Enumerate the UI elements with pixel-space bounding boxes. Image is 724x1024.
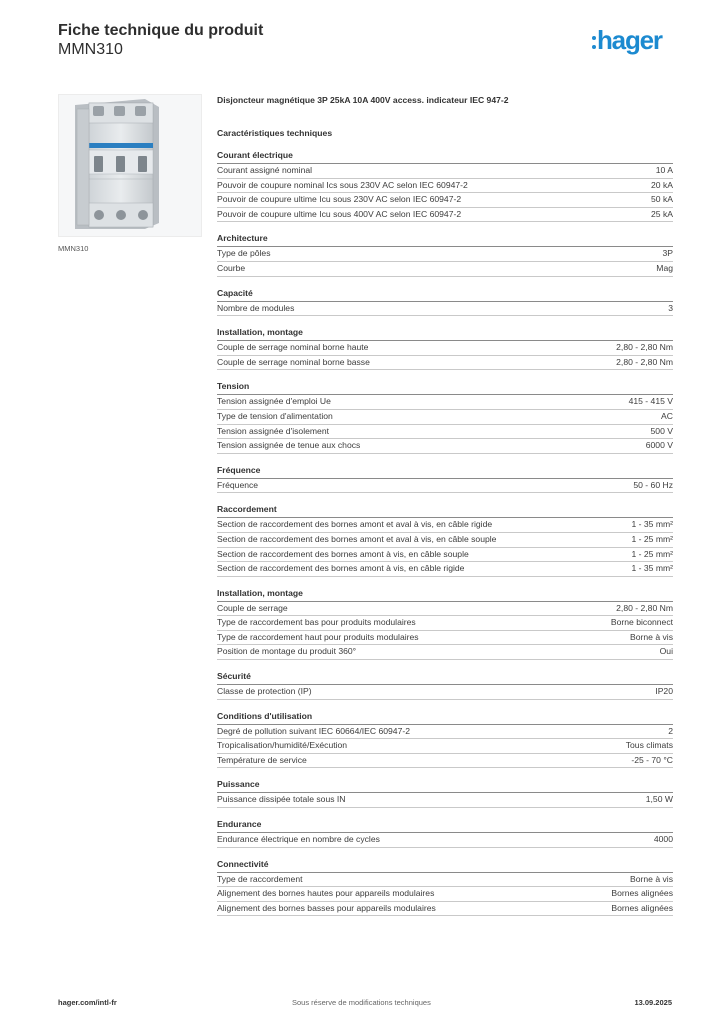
spec-row (217, 518, 673, 533)
spec-row (217, 602, 673, 617)
spec-group (217, 288, 673, 317)
spec-label: Pouvoir de coupure ultime Icu sous 400V AC selon IEC 60947-2 (217, 208, 462, 219)
spec-row (217, 548, 673, 563)
spec-row (217, 833, 673, 848)
spec-label: Courbe (217, 262, 246, 273)
spec-value: Tous climats (625, 740, 673, 751)
spec-row (217, 247, 673, 262)
product-image (58, 94, 202, 237)
spec-group (217, 819, 673, 848)
spec-label: Nombre de modules (217, 302, 295, 313)
spec-value: 1 - 25 mm² (631, 548, 673, 559)
circuit-breaker-illustration (59, 95, 201, 236)
spec-label: Température de service (217, 754, 307, 765)
spec-label: Type de raccordement (217, 873, 303, 884)
spec-row (217, 479, 673, 494)
spec-label: Section de raccordement des bornes amont à vis, en câble rigide (217, 563, 465, 574)
technical-sheet-content (217, 95, 673, 916)
spec-group-title: Tension (217, 381, 673, 395)
spec-value: Bornes alignées (611, 888, 673, 899)
spec-group (217, 711, 673, 769)
product-reference: MMN310 (58, 41, 123, 58)
spec-value: 6000 V (645, 440, 673, 451)
spec-group-title: Installation, montage (217, 588, 673, 602)
spec-row (217, 262, 673, 277)
spec-label: Type de tension d'alimentation (217, 410, 333, 421)
spec-value: 2,80 - 2,80 Nm (616, 602, 673, 613)
spec-value: -25 - 70 °C (631, 754, 673, 765)
spec-row (217, 725, 673, 740)
spec-group (217, 381, 673, 453)
logo-text: hager (597, 25, 662, 55)
spec-row (217, 616, 673, 631)
spec-label: Puissance dissipée totale sous IN (217, 794, 346, 805)
spec-label: Section de raccordement des bornes amont et aval à vis, en câble souple (217, 533, 497, 544)
spec-label: Courant assigné nominal (217, 165, 313, 175)
spec-value: Bornes alignées (611, 902, 673, 913)
logo-colon-mark (592, 36, 596, 49)
hager-logo (592, 26, 662, 56)
spec-label: Endurance électrique en nombre de cycles (217, 834, 380, 845)
spec-label: Type de pôles (217, 248, 271, 259)
spec-value: 500 V (650, 425, 673, 436)
spec-row (217, 302, 673, 317)
spec-row (217, 902, 673, 917)
spec-value: 3P (662, 248, 673, 259)
product-description: Disjoncteur magnétique 3P 25kA 10A 400V access. indicateur IEC 947-2 (217, 95, 509, 105)
spec-row (217, 754, 673, 769)
spec-label: Type de raccordement haut pour produits modulaires (217, 631, 419, 642)
spec-row (217, 410, 673, 425)
spec-group-title: Conditions d'utilisation (217, 711, 673, 725)
spec-label: Alignement des bornes basses pour appareils modulaires (217, 902, 436, 913)
spec-value: 2,80 - 2,80 Nm (616, 356, 673, 367)
spec-label: Pouvoir de coupure nominal Ics sous 230V AC selon IEC 60947-2 (217, 179, 468, 190)
spec-label: Type de raccordement bas pour produits modulaires (217, 617, 416, 628)
spec-group-title: Capacité (217, 288, 673, 302)
spec-value: 1 - 35 mm² (631, 563, 673, 574)
spec-group (217, 504, 673, 576)
spec-value: AC (661, 410, 673, 421)
spec-value: Borne à vis (630, 631, 673, 642)
spec-group-title: Sécurité (217, 671, 673, 685)
spec-value: Borne à vis (630, 873, 673, 884)
spec-group (217, 465, 673, 494)
spec-label: Couple de serrage nominal borne haute (217, 342, 369, 353)
spec-value: 2 (668, 725, 673, 736)
spec-row (217, 793, 673, 808)
spec-group-title: Raccordement (217, 504, 673, 518)
characteristics-groups (217, 150, 673, 916)
spec-group-title: Puissance (217, 779, 673, 793)
spec-row (217, 193, 673, 208)
spec-row (217, 395, 673, 410)
spec-group (217, 671, 673, 700)
spec-group (217, 588, 673, 660)
spec-label: Tension assignée d'isolement (217, 425, 329, 436)
spec-group-title: Installation, montage (217, 327, 673, 341)
spec-group (217, 233, 673, 276)
spec-value: 20 kA (651, 179, 673, 190)
spec-group-title: Architecture (217, 233, 673, 247)
spec-label: Couple de serrage (217, 602, 288, 613)
spec-value: Mag (656, 262, 673, 273)
product-image-caption: MMN310 (58, 244, 89, 253)
spec-label: Section de raccordement des bornes amont et aval à vis, en câble rigide (217, 519, 493, 530)
spec-row (217, 179, 673, 194)
footer-website-link[interactable]: hager.com/intl-fr (58, 998, 117, 1007)
spec-row (217, 685, 673, 700)
spec-row (217, 873, 673, 888)
spec-label: Classe de protection (IP) (217, 686, 312, 697)
spec-row (217, 356, 673, 371)
spec-label: Position de montage du produit 360° (217, 646, 357, 657)
spec-row (217, 341, 673, 356)
spec-row (217, 887, 673, 902)
spec-row (217, 631, 673, 646)
page-footer (58, 998, 672, 1007)
spec-value: Borne biconnect (610, 617, 673, 628)
spec-value: 2,80 - 2,80 Nm (616, 342, 673, 353)
spec-row (217, 739, 673, 754)
spec-group-title: Fréquence (217, 465, 673, 479)
spec-label: Tropicalisation/humidité/Exécution (217, 740, 348, 751)
spec-value: IP20 (655, 686, 673, 697)
characteristics-heading: Caractéristiques techniques (217, 128, 333, 138)
spec-value: 1 - 25 mm² (631, 533, 673, 544)
spec-row (217, 425, 673, 440)
spec-label: Degré de pollution suivant IEC 60664/IEC 60947-2 (217, 725, 411, 736)
spec-value: 1 - 35 mm² (631, 519, 673, 530)
spec-label: Tension assignée d'emploi Ue (217, 396, 331, 407)
spec-value: 415 - 415 V (628, 396, 673, 407)
spec-value: 50 kA (651, 194, 673, 205)
spec-value: 4000 (653, 834, 673, 845)
spec-label: Couple de serrage nominal borne basse (217, 356, 370, 367)
spec-group-title: Endurance (217, 819, 673, 833)
spec-value: 3 (668, 302, 673, 313)
spec-row (217, 439, 673, 454)
spec-label: Section de raccordement des bornes amont à vis, en câble souple (217, 548, 469, 559)
spec-group (217, 859, 673, 917)
spec-row (217, 533, 673, 548)
spec-label: Alignement des bornes hautes pour appareils modulaires (217, 888, 435, 899)
spec-group-title: Connectivité (217, 859, 673, 873)
spec-row (217, 562, 673, 577)
spec-row (217, 208, 673, 223)
footer-disclaimer: Sous réserve de modifications techniques (292, 998, 431, 1007)
spec-group-title: Courant électrique (217, 150, 673, 164)
spec-label: Pouvoir de coupure ultime Icu sous 230V AC selon IEC 60947-2 (217, 194, 462, 205)
spec-label: Tension assignée de tenue aux chocs (217, 440, 361, 451)
document-header (58, 22, 263, 59)
spec-group (217, 327, 673, 370)
footer-date: 13.09.2025 (634, 998, 672, 1007)
spec-row (217, 645, 673, 660)
document-title: Fiche technique du produit (58, 22, 264, 39)
spec-value: 1,50 W (645, 794, 673, 805)
spec-group (217, 779, 673, 808)
spec-value: 50 - 60 Hz (633, 479, 673, 490)
spec-row (217, 164, 673, 179)
spec-value: 25 kA (651, 208, 673, 219)
spec-label: Fréquence (217, 479, 259, 490)
spec-value: Oui (659, 646, 673, 657)
spec-group (217, 150, 673, 222)
spec-value: 10 A (655, 165, 673, 175)
